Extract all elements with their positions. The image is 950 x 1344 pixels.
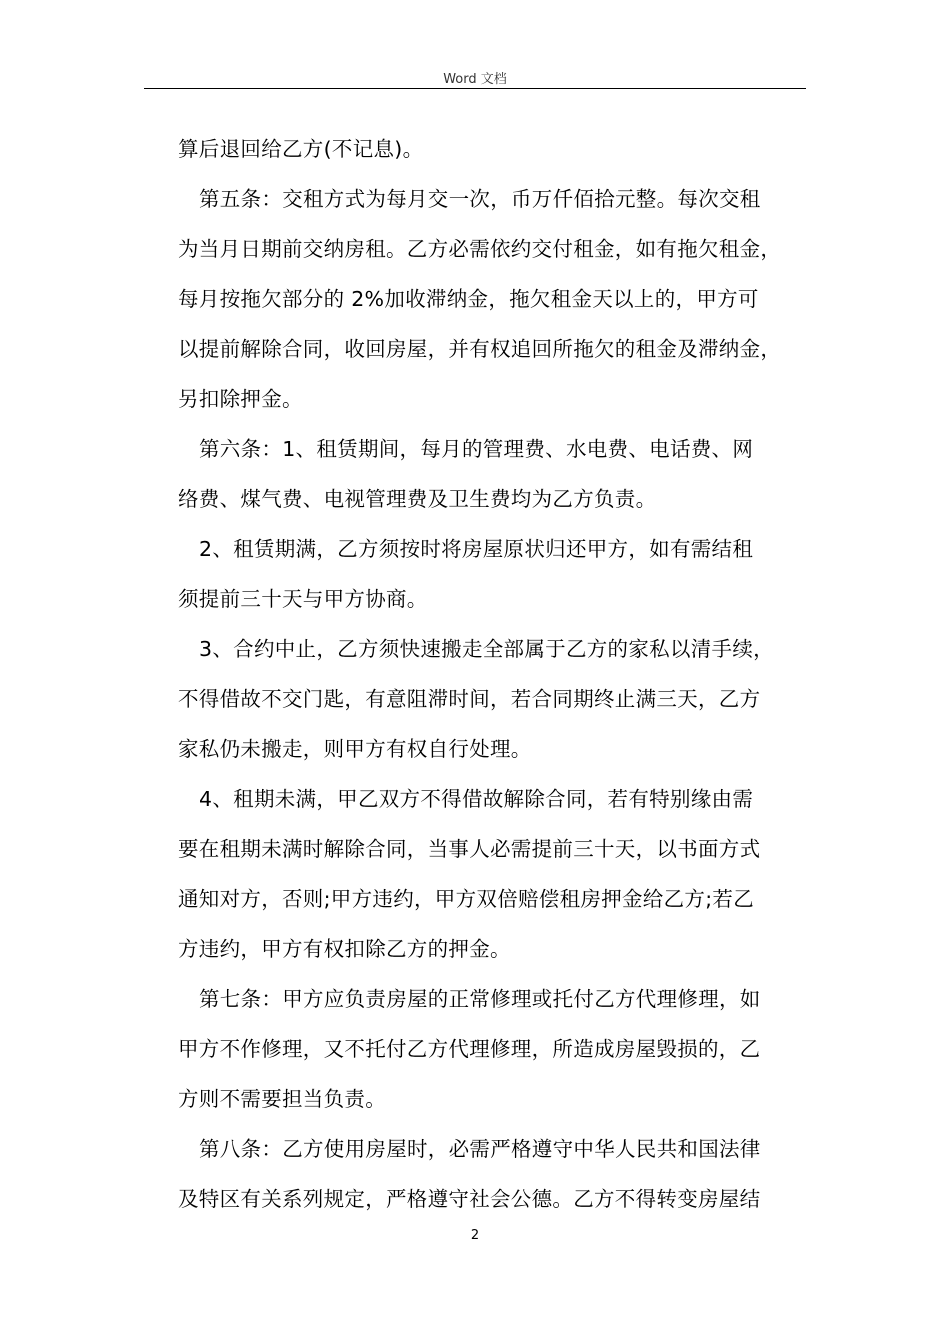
- text-line: 第七条：甲方应负责房屋的正常修理或托付乙方代理修理，如: [199, 987, 761, 1011]
- text-line: 方则不需要担当负责。: [178, 1087, 386, 1111]
- text-line: 络费、煤气费、电视管理费及卫生费均为乙方负责。: [178, 487, 657, 511]
- text-line: 4、租期未满，甲乙双方不得借故解除合同，若有特别缘由需: [199, 787, 754, 811]
- text-line: 以提前解除合同，收回房屋，并有权追回所拖欠的租金及滞纳金，: [178, 337, 782, 361]
- text-line: 方违约，甲方有权扣除乙方的押金。: [178, 937, 511, 961]
- text-line: 及特区有关系列规定，严格遵守社会公德。乙方不得转变房屋结: [178, 1187, 761, 1211]
- page-number: 2: [470, 1228, 480, 1243]
- header-title: Word 文档: [443, 72, 507, 87]
- text-line: 不得借故不交门匙，有意阻滞时间，若合同期终止满三天，乙方: [178, 687, 761, 711]
- text-line: 第八条：乙方使用房屋时，必需严格遵守中华人民共和国法律: [199, 1137, 761, 1161]
- text-line: 甲方不作修理，又不托付乙方代理修理，所造成房屋毁损的，乙: [178, 1037, 761, 1061]
- text-line: 第五条：交租方式为每月交一次，币万仟佰拾元整。每次交租: [199, 187, 761, 211]
- text-line: 家私仍未搬走，则甲方有权自行处理。: [178, 737, 532, 761]
- text-line: 2、租赁期满，乙方须按时将房屋原状归还甲方，如有需结租: [199, 537, 754, 561]
- document-body: [178, 124, 810, 1224]
- header-divider: [144, 88, 806, 89]
- text-line: 为当月日期前交纳房租。乙方必需依约交付租金，如有拖欠租金，: [178, 237, 782, 261]
- text-line: 3、合约中止，乙方须快速搬走全部属于乙方的家私以清手续，: [199, 637, 774, 661]
- text-line: 每月按拖欠部分的 2%加收滞纳金，拖欠租金天以上的，甲方可: [178, 287, 759, 311]
- text-line: 要在租期未满时解除合同，当事人必需提前三十天，以书面方式: [178, 837, 761, 861]
- text-line: 算后退回给乙方(不记息)。: [178, 137, 424, 161]
- text-line: 通知对方，否则;甲方违约，甲方双倍赔偿租房押金给乙方;若乙: [178, 887, 755, 911]
- text-line: 另扣除押金。: [178, 387, 303, 411]
- text-line: 第六条：1、租赁期间，每月的管理费、水电费、电话费、网: [199, 437, 754, 461]
- text-line: 须提前三十天与甲方协商。: [178, 587, 428, 611]
